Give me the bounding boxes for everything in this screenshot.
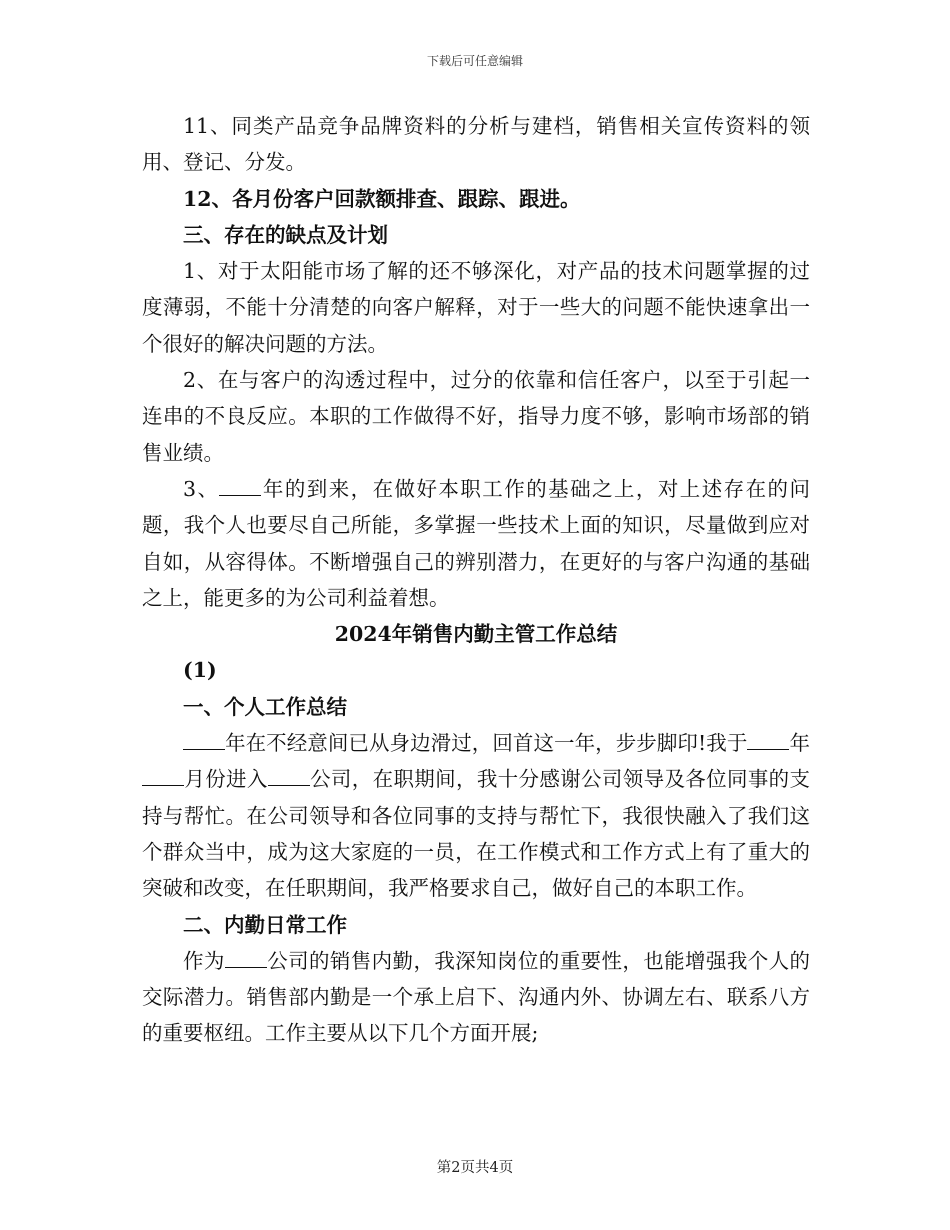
blank-underline (183, 727, 225, 750)
section-heading-2: 二、内勤日常工作 (183, 912, 347, 937)
document-title: 2024年销售内勤主管工作总结 (334, 622, 618, 647)
paragraph-item-12: 12、各月份客户回款额排查、跟踪、跟进。 (183, 186, 581, 211)
blank-underline (219, 473, 261, 496)
text-run: 作为 (183, 948, 225, 973)
page-footer: 第2页共4页 (436, 1160, 514, 1176)
text-run: 公司的销售内勤，我深知岗位的重要性，也能增强我个人的交际潜力。销售部内勤是一个承上启下、沟通内外、协调左右、联系八方的重要枢纽。工作主要从以下几个方面开展; (142, 948, 811, 1046)
text-run: 3、 (183, 476, 220, 501)
text-run: 年在不经意间已从身边滑过，回首这一年，步步脚印!我于 (225, 731, 748, 756)
text-run: 月份进入 (184, 767, 268, 792)
text-run: 年的到来，在做好本职工作的基础之上，对上述存在的问题，我个人也要尽自己所能，多掌握一些技术上面的知识，尽量做到应对自如，从容得体。不断增强自己的辨别潜力，在更好的与客户沟通的基础之上，能更多的为公司利益着想。 (142, 476, 811, 610)
document-body (142, 108, 810, 1052)
text-run: 年 (789, 731, 810, 756)
subheading-number: (1) (183, 658, 217, 683)
blank-underline (225, 945, 267, 968)
paragraph-shortcoming-2: 2、在与客户的沟透过程中，过分的依靠和信任客户，以至于引起一连串的不良反应。本职的工作做得不好，指导力度不够，影响市场部的销售业绩。 (142, 368, 810, 465)
paragraph-daily-work (142, 943, 810, 1052)
section-heading-1: 一、个人工作总结 (183, 694, 347, 719)
text-run: 公司，在职期间，我十分感谢公司领导及各位同事的支持与帮忙。在公司领导和各位同事的支持与帮忙下，我很快融入了我们这个群众当中，成为这大家庭的一员，在工作模式和工作方式上有了重大的突破和改变，在任职期间，我严格要求自己，做好自己的本职工作。 (142, 767, 811, 901)
blank-underline (268, 763, 310, 786)
blank-underline (142, 763, 184, 786)
paragraph-personal-summary (142, 725, 810, 906)
paragraph-item-11: 11、同类产品竞争品牌资料的分析与建档，销售相关宣传资料的领用、登记、分发。 (142, 114, 810, 175)
paragraph-plan-3 (142, 471, 810, 616)
page-header: 下载后可任意编辑 (426, 54, 523, 68)
blank-underline (747, 727, 789, 750)
paragraph-shortcoming-1: 1、对于太阳能市场了解的还不够深化，对产品的技术问题掌握的过度薄弱，不能十分清楚的向客户解释，对于一些大的问题不能快速拿出一个很好的解决问题的方法。 (142, 259, 810, 356)
section-heading-3: 三、存在的缺点及计划 (183, 222, 388, 247)
